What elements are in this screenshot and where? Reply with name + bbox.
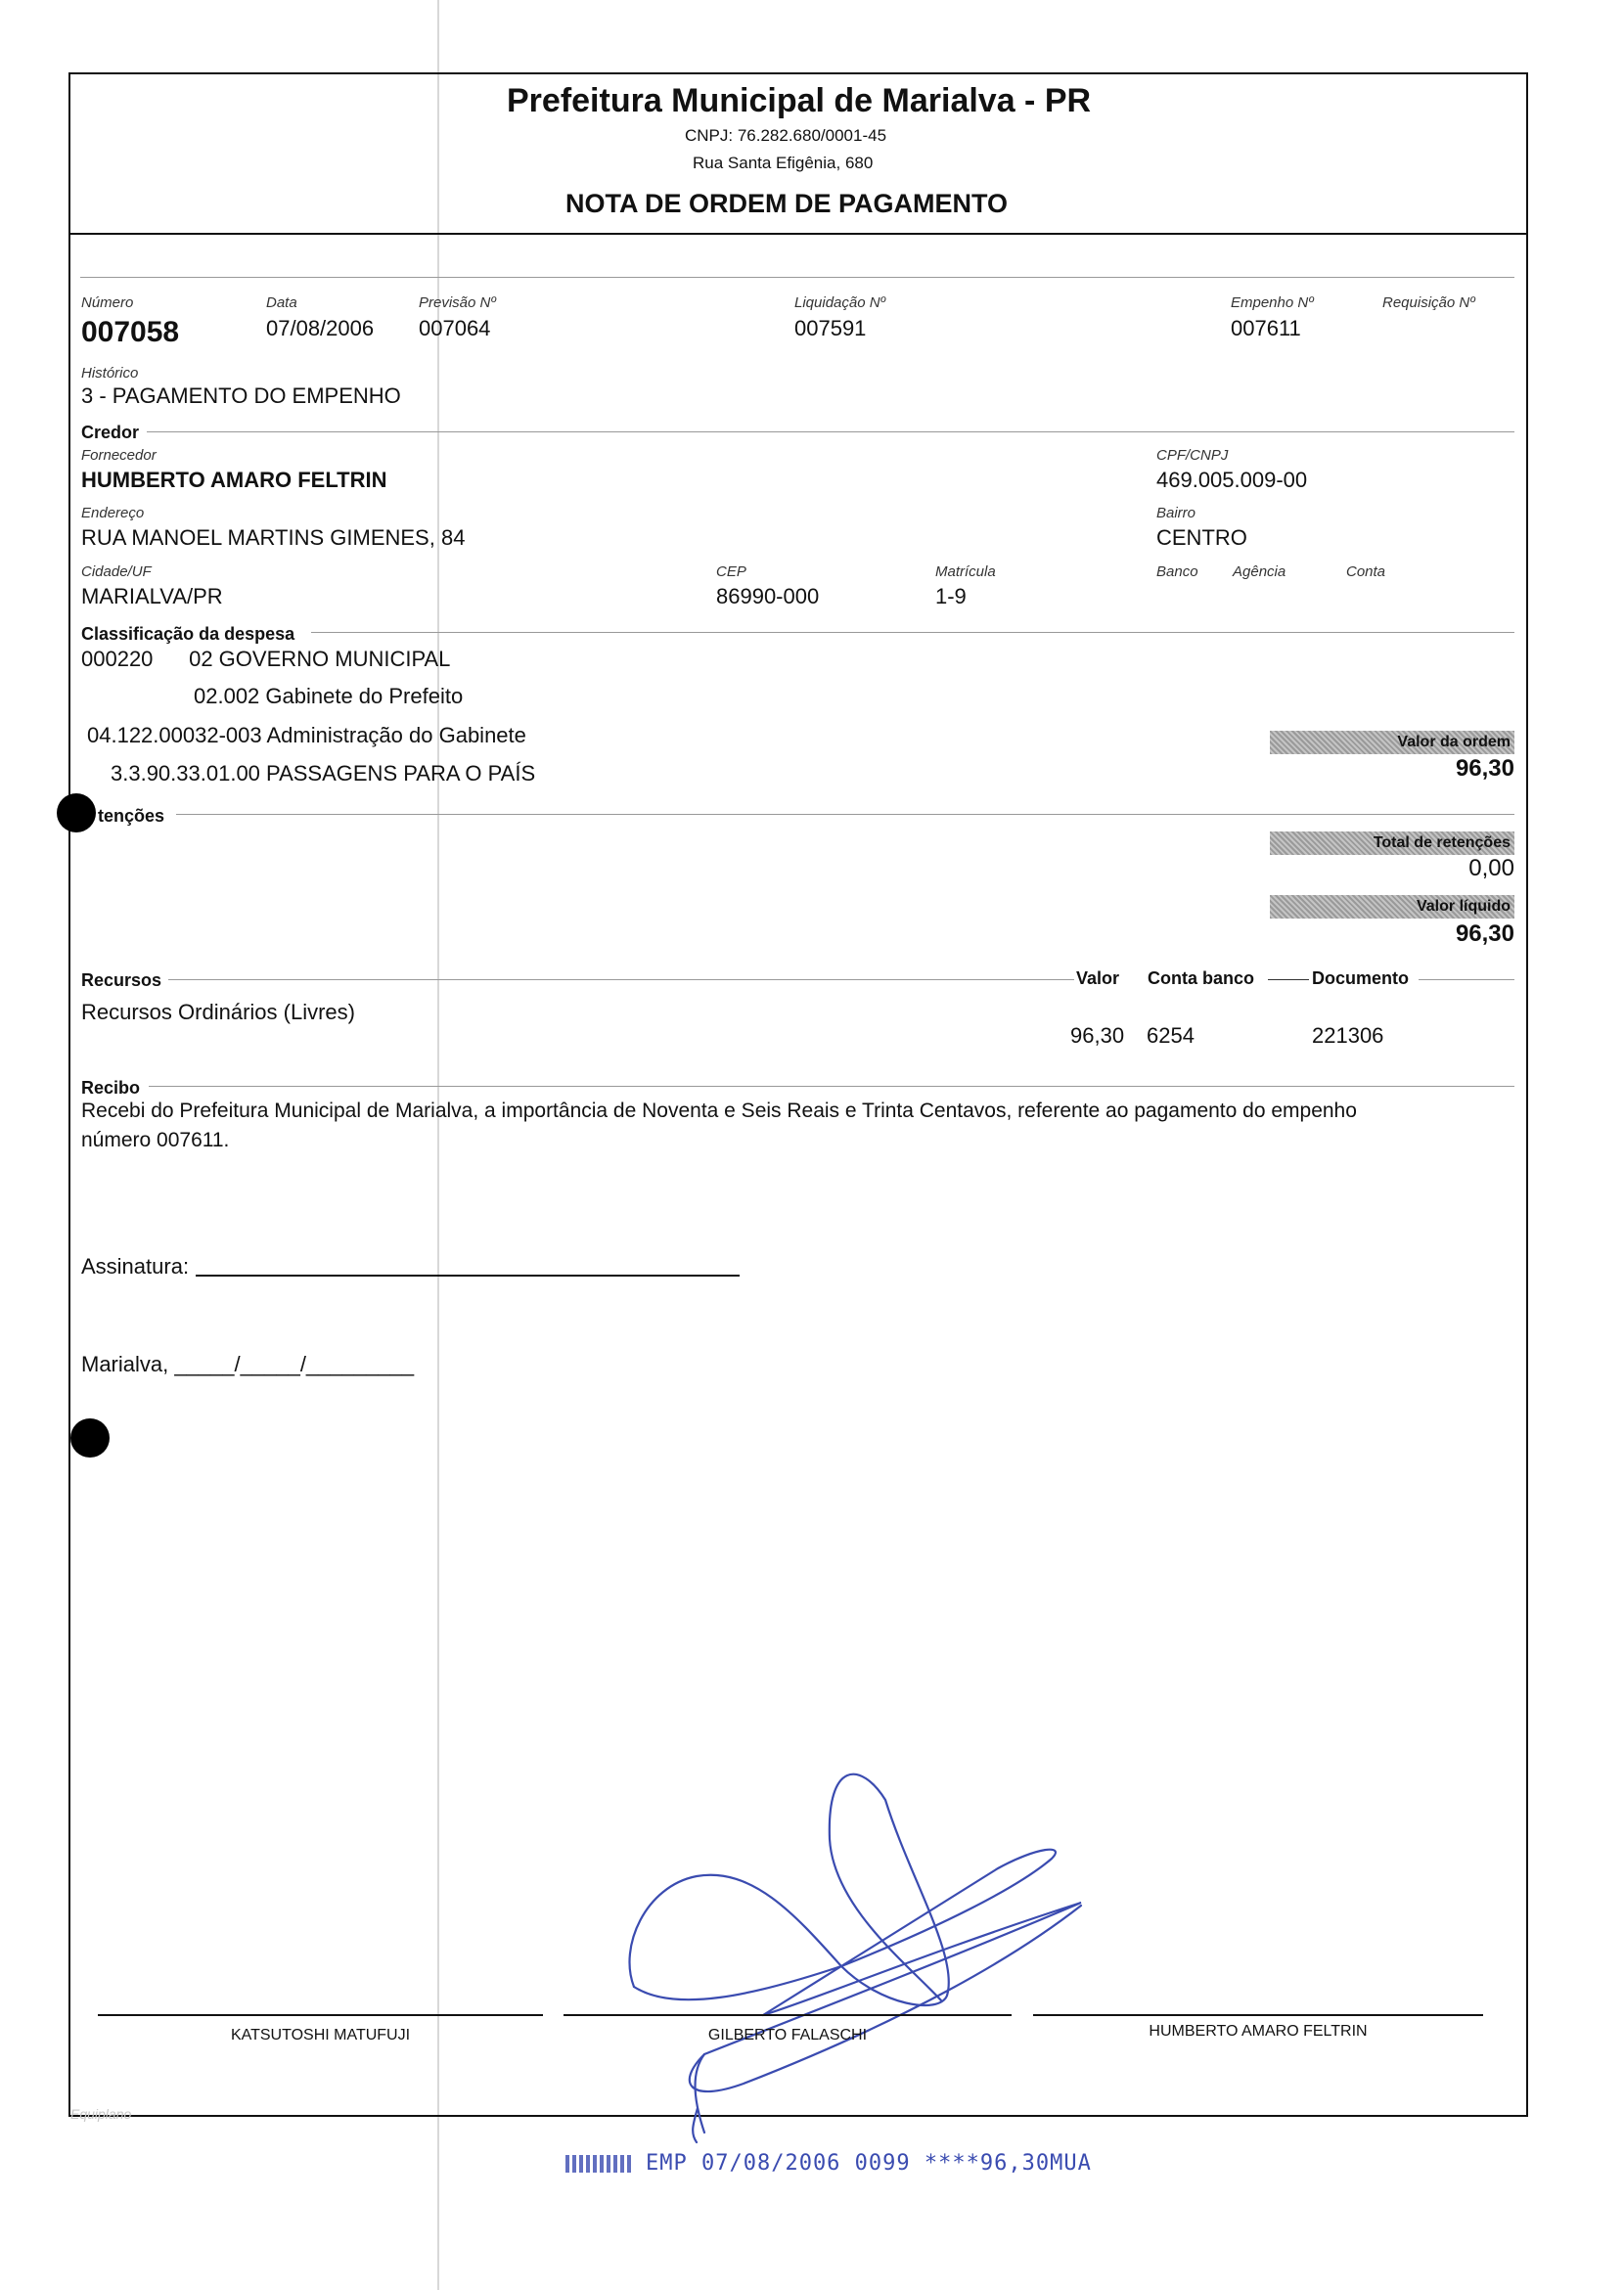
validation-stamp xyxy=(565,2151,1092,2176)
stamp-logo-icon xyxy=(565,2155,632,2173)
signatory-name: KATSUTOSHI MATUFUJI xyxy=(230,2027,411,2043)
cpf-label: CPF/CNPJ xyxy=(1156,447,1229,464)
cnpj-text: CNPJ: 76.282.680/0001-45 xyxy=(685,126,887,145)
recibo-section-title: Recibo xyxy=(81,1078,141,1098)
recursos-section-title: Recursos xyxy=(81,970,162,990)
empenho-label: Empenho Nº xyxy=(1231,294,1314,311)
historico-value: 3 - PAGAMENTO DO EMPENHO xyxy=(81,383,401,408)
liquidacao-value: 007591 xyxy=(794,316,867,340)
document-title: NOTA DE ORDEM DE PAGAMENTO xyxy=(565,189,1009,218)
retencoes-section-title: tenções xyxy=(98,806,165,826)
matricula-label: Matrícula xyxy=(935,563,996,580)
classificacao-line-4: 3.3.90.33.01.00 PASSAGENS PARA O PAÍS xyxy=(111,761,536,786)
signature-line xyxy=(98,2014,543,2016)
recibo-text-line-2: número 007611. xyxy=(81,1129,230,1151)
software-credit: Equiplano xyxy=(70,2106,132,2122)
credor-section-title: Credor xyxy=(81,423,140,442)
previsao-value: 007064 xyxy=(419,316,491,340)
recursos-conta: 6254 xyxy=(1147,1023,1195,1048)
signatory-name: GILBERTO FALASCHI xyxy=(707,2027,868,2043)
recursos-documento: 221306 xyxy=(1312,1023,1384,1048)
endereco-label: Endereço xyxy=(81,505,145,521)
stamp-text: EMP 07/08/2006 0099 ****96,30MUA xyxy=(646,2151,1092,2176)
total-retencoes-label: Total de retenções xyxy=(1270,831,1514,855)
data-label: Data xyxy=(266,294,297,311)
valor-liquido-label: Valor líquido xyxy=(1270,895,1514,919)
fornecedor-value: HUMBERTO AMARO FELTRIN xyxy=(81,468,387,492)
cep-label: CEP xyxy=(716,563,746,580)
cep-value: 86990-000 xyxy=(716,584,820,608)
classificacao-line-2: 02.002 Gabinete do Prefeito xyxy=(194,684,464,708)
previsao-label: Previsão Nº xyxy=(419,294,496,311)
local-data-line: Marialva, _____/_____/_________ xyxy=(81,1352,415,1376)
matricula-value: 1-9 xyxy=(935,584,967,608)
signature-line xyxy=(1033,2014,1483,2016)
conta-label: Conta xyxy=(1346,563,1386,580)
valor-ordem-label: Valor da ordem xyxy=(1270,731,1514,754)
recursos-valor: 96,30 xyxy=(1070,1023,1125,1048)
banco-label: Banco xyxy=(1156,563,1198,580)
endereco-value: RUA MANOEL MARTINS GIMENES, 84 xyxy=(81,525,466,550)
classificacao-line-1: 000220 02 GOVERNO MUNICIPAL xyxy=(81,647,451,671)
valor-liquido-value: 96,30 xyxy=(1455,920,1514,947)
signature-line xyxy=(564,2014,1012,2016)
bairro-value: CENTRO xyxy=(1156,525,1247,550)
recursos-descricao: Recursos Ordinários (Livres) xyxy=(81,1000,355,1024)
recibo-text-line-1: Recebi do Prefeitura Municipal de Marialva, a importância de Noventa e Seis Reais e Trinta Centavos, referente ao pagamento do empenho xyxy=(81,1100,1357,1122)
historico-label: Histórico xyxy=(81,365,139,382)
bairro-label: Bairro xyxy=(1156,505,1196,521)
municipality-title: Prefeitura Municipal de Marialva - PR xyxy=(507,82,1092,119)
empenho-value: 007611 xyxy=(1231,316,1301,340)
valor-ordem-value: 96,30 xyxy=(1455,755,1514,782)
recursos-documento-header: Documento xyxy=(1312,968,1409,988)
liquidacao-label: Liquidação Nº xyxy=(794,294,886,311)
signatory-name: HUMBERTO AMARO FELTRIN xyxy=(1149,2023,1368,2040)
cidade-label: Cidade/UF xyxy=(81,563,152,580)
recursos-conta-header: Conta banco xyxy=(1148,968,1255,988)
address-text: Rua Santa Efigênia, 680 xyxy=(693,154,874,172)
classificacao-line-3: 04.122.00032-003 Administração do Gabinete xyxy=(87,723,526,747)
assinatura-label: Assinatura: xyxy=(81,1254,190,1279)
requisicao-label: Requisição Nº xyxy=(1382,294,1475,311)
data-value: 07/08/2006 xyxy=(266,316,375,340)
total-retencoes-value: 0,00 xyxy=(1468,855,1514,881)
cidade-value: MARIALVA/PR xyxy=(81,584,223,608)
recursos-valor-header: Valor xyxy=(1076,968,1120,988)
cpf-value: 469.005.009-00 xyxy=(1156,468,1308,492)
fornecedor-label: Fornecedor xyxy=(81,447,157,464)
numero-value: 007058 xyxy=(81,316,180,348)
classificacao-section-title: Classificação da despesa xyxy=(81,624,295,644)
agencia-label: Agência xyxy=(1233,563,1286,580)
numero-label: Número xyxy=(81,294,134,311)
